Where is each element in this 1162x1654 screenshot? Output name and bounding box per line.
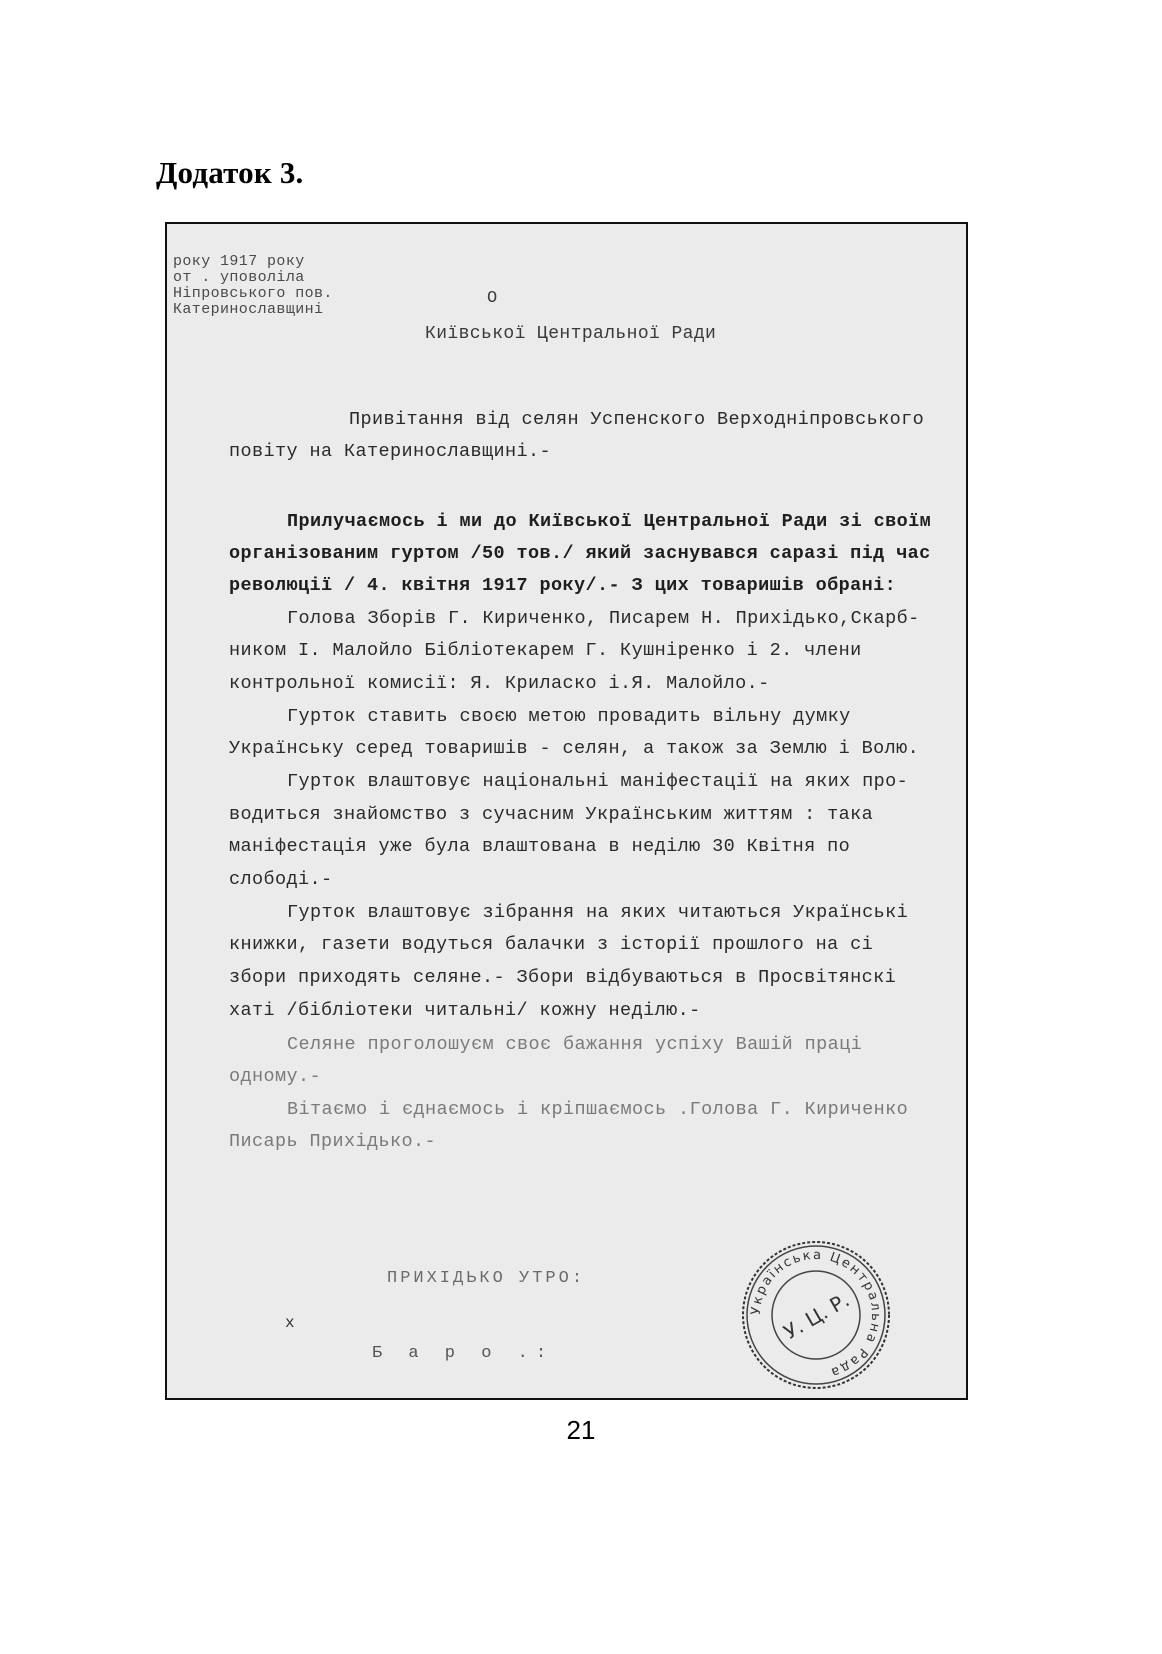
- paragraph-line: Голова Зборів Г. Кириченко, Писарем Н. Прихідько,Скарб-: [287, 608, 920, 629]
- signature-line-secondary: Б а р о .:: [372, 1344, 555, 1363]
- paragraph-line: збори приходять селяне.- Збори відбуваються в Просвітянскі: [229, 967, 897, 988]
- round-stamp-seal: [740, 1239, 892, 1391]
- paragraph-line: Селяне проголошуєм своє бажання успіху Вашій праці: [287, 1034, 863, 1055]
- paragraph-line: Гурток ставить своєю метою провадить вільну думку: [287, 706, 851, 727]
- paragraph-line: Вітаємо і єднаємось і кріпшаємось .Голова Г. Кириченко: [287, 1099, 909, 1120]
- addressee: Київської Центральної Ради: [425, 324, 717, 344]
- scanned-document: [165, 222, 968, 1400]
- cross-mark: x: [285, 1314, 296, 1332]
- header-line: Ніпровського пов.: [173, 285, 333, 302]
- paragraph-line: організованим гуртом /50 тов./ який заснувався саразі під час: [229, 543, 931, 564]
- paragraph-line: Українську серед товаришів - селян, а також за Землю і Волю.: [229, 738, 920, 759]
- paragraph-line: хаті /бібліотеки читальні/ кожну неділю.-: [229, 1000, 701, 1021]
- header-line: року 1917 року: [173, 253, 305, 270]
- paragraph-line: книжки, газети водуться балачки з історії прошлого на сі: [229, 934, 874, 955]
- paragraph-line: контрольної комисії: Я. Криласко і.Я. Малойло.-: [229, 673, 770, 694]
- paragraph-line: революції / 4. квітня 1917 року/.- З цих товаришів обрані:: [229, 575, 897, 596]
- header-left-block: [173, 254, 333, 318]
- page-number: 21: [566, 1415, 596, 1445]
- paragraph-line: Гурток влаштовує зібрання на яких читаються Українські: [287, 902, 909, 923]
- paragraph-line: одному.-: [229, 1066, 322, 1087]
- greeting-title-line: повіту на Катеринославщині.-: [229, 441, 552, 462]
- paragraph-line: Прилучаємось і ми до Київської Центральної Ради зі своїм: [287, 511, 932, 532]
- header-letter: О: [487, 289, 498, 308]
- signature-line: ПРИХІДЬКО УТРО:: [387, 1269, 586, 1288]
- header-line: Катеринославщині: [173, 301, 324, 318]
- paragraph-line: маніфестація уже була влаштована в неділю 30 Квітня по: [229, 836, 851, 857]
- header-line: от . уповоліла: [173, 269, 305, 286]
- greeting-title-line: Привітання від селян Успенского Верходніпровського: [349, 409, 925, 430]
- stamp-center-text: У. Ц. Р.: [779, 1287, 854, 1345]
- appendix-heading: Додаток 3.: [156, 155, 304, 190]
- stamp-ring-text: Українська Центральна Рада: [748, 1247, 884, 1381]
- paragraph-line: слободі.-: [229, 869, 333, 890]
- paragraph-line: ником І. Малойло Бібліотекарем Г. Кушніренко і 2. члени: [229, 640, 862, 661]
- paragraph-line: Гурток влаштовує національні маніфестації на яких про-: [287, 771, 909, 792]
- paragraph-line: Писарь Прихідько.-: [229, 1131, 437, 1152]
- paragraph-line: водиться знайомство з сучасним Українським життям : така: [229, 804, 874, 825]
